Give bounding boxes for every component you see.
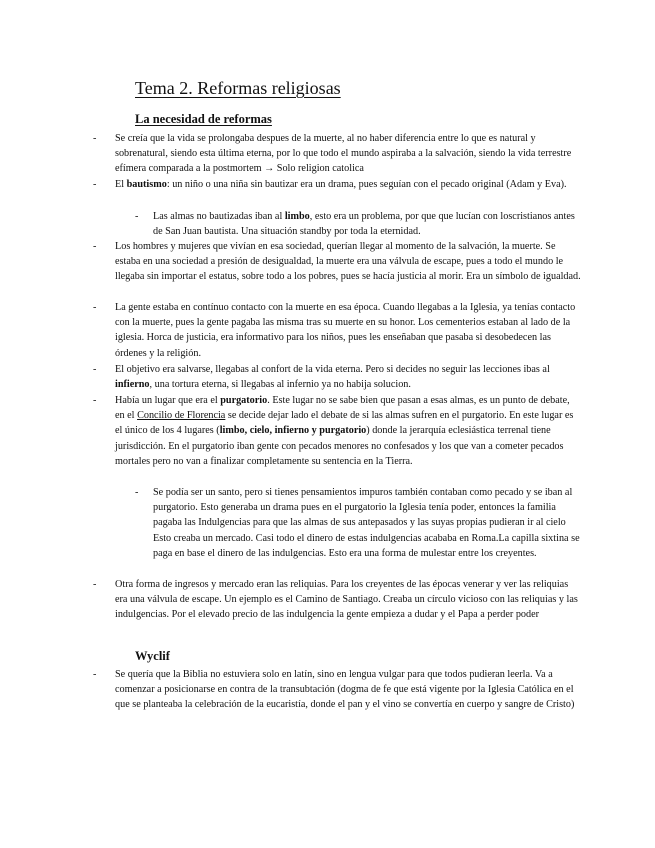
bullet-marker: - xyxy=(135,211,139,222)
list-item xyxy=(93,239,581,285)
list-item xyxy=(93,577,581,623)
bullet-marker: - xyxy=(93,241,97,252)
list-item-sub xyxy=(135,209,581,239)
section-heading-reformas: La necesidad de reformas xyxy=(135,112,272,126)
item-text-2: . Este lugar no se sabe bien que pasan a esas almas, es un punto de debate, en el xyxy=(115,395,570,422)
item-text: Se creía que la vida se prolongaba despues de la muerte, al no haber diferencia entre lo que es natural y sobrenatural, siendo esta última eterna, por lo que todo el mundo aspiraba a la salvación, siendo la vida terrestre efímera comparada a la postmortem → Solo religion catolica xyxy=(115,133,572,175)
item-text-pre: Las almas no bautizadas iban al xyxy=(153,211,285,222)
item-text: La gente estaba en contínuo contacto con la muerte en esa época. Cuando llegabas a la Iglesia, ya tenías contacto con la muerte, pues la gente pagaba las misma tras su muerte en su honor. Los cementerios estaban al lado de la iglesia. Horca de justicia, era informativo para los niños, pues les enseñaban que pasaba si desobedecen las órdenes y la religión. xyxy=(115,302,576,359)
bullet-marker: - xyxy=(93,302,97,313)
item-text: Los hombres y mujeres que vivían en esa sociedad, querían llegar al momento de la salvación, la muerte. Se estaba en una sociedad a presión de desigualdad, la muerte era una válvula de escape, pues a todo el mundo le llegaba sin importar el estatus, sobre todo a los pobres, pues se hacía justicia al morir. Era un símbolo de igualdad. xyxy=(115,241,581,283)
list-item xyxy=(93,300,581,361)
list-item xyxy=(93,177,581,192)
bullet-marker: - xyxy=(93,395,97,406)
list-item xyxy=(93,362,581,392)
item-text-3: se decide dejar lado el debate de si las almas sufren en el purgatorio. En este lugar es el único de los 4 lugares ( xyxy=(115,410,574,437)
list-item xyxy=(93,131,581,177)
term-infierno: infierno xyxy=(115,379,150,391)
list-item xyxy=(93,393,581,469)
item-text-post: , esto era un problema, por que que lucían con loscristianos antes de San Juan bautista. Una situación standby por toda la eternidad. xyxy=(153,211,575,238)
bullet-marker: - xyxy=(93,179,97,190)
term-four-places: limbo, cielo, infierno y purgatorio xyxy=(219,425,367,437)
item-text: Otra forma de ingresos y mercado eran las reliquias. Para los creyentes de las épocas venerar y ver las reliquias era una válvula de escape. Un ejemplo es el Camino de Santiago. Creaba un círculo vicioso con las reliquias y las indulgencias. Por el elevado precio de las indulgencia la gente empieza a dudar y el Papa a perder poder xyxy=(115,579,578,621)
item-text-pre: El xyxy=(115,179,127,190)
item-text: Se quería que la Biblia no estuviera solo en latín, sino en lengua vulgar para que todos pudieran leerla. Va a comenzar a posicionarse en contra de la transubtación (dogma de fe que está vigente por la Iglesia Católica en el que se planteaba la celebración de la eucaristía, donde el pan y el vino se convertía en cuerpo y sangre de Cristo) xyxy=(115,669,575,711)
bullet-marker: - xyxy=(93,133,97,144)
item-text: Se podía ser un santo, pero si tienes pensamientos impuros también contaban como pecado y se iban al purgatorio. Esto generaba un drama pues en el purgatorio la Iglesia tenía poder, entonces la familia pagaba las Indulgencias para que las almas de sus antepasados y las suyas propias pudieran ir al cielo Esto creaba un mercado. Casi todo el dinero de estas indulgencias acababa en Roma.La capilla sixtina se paga en base el dinero de las indulgencias. Esto era una forma de mulestar entre los creyentes. xyxy=(153,487,580,559)
page-title: Tema 2. Reformas religiosas xyxy=(135,78,341,98)
item-text-pre: El objetivo era salvarse, llegabas al confort de la vida eterna. Pero si decides no seguir las lecciones ibas al xyxy=(115,364,550,375)
term-limbo: limbo xyxy=(284,211,310,222)
item-text-1: Había un lugar que era el xyxy=(115,395,221,406)
bullet-marker: - xyxy=(93,579,97,590)
bullet-marker: - xyxy=(135,487,139,498)
item-text-post: , una tortura eterna, si llegabas al infernio ya no habija solucion. xyxy=(149,379,411,391)
list-item xyxy=(93,667,581,713)
list-item-sub xyxy=(135,485,581,561)
bullet-marker: - xyxy=(93,669,97,680)
bullet-marker: - xyxy=(93,364,97,375)
item-text-4: ) donde la jerarquía eclesiástica terrenal tiene jurisdicción. En el purgatorio iban gente con pecados menores no confesados y los que van a cometer pecados mortales pero no van a finalizar completamente su sentencia en la Tierra. xyxy=(115,425,564,467)
term-purgatorio: purgatorio xyxy=(220,395,268,406)
section-heading-wyclif: Wyclif xyxy=(135,649,170,663)
item-text-post: : un niño o una niña sin bautizar era un drama, pues seguían con el pecado original (Adam y Eva). xyxy=(166,179,567,190)
term-bautismo: bautismo xyxy=(126,179,167,190)
concilio-florencia-link[interactable]: Concilio de Florencia xyxy=(137,410,226,422)
